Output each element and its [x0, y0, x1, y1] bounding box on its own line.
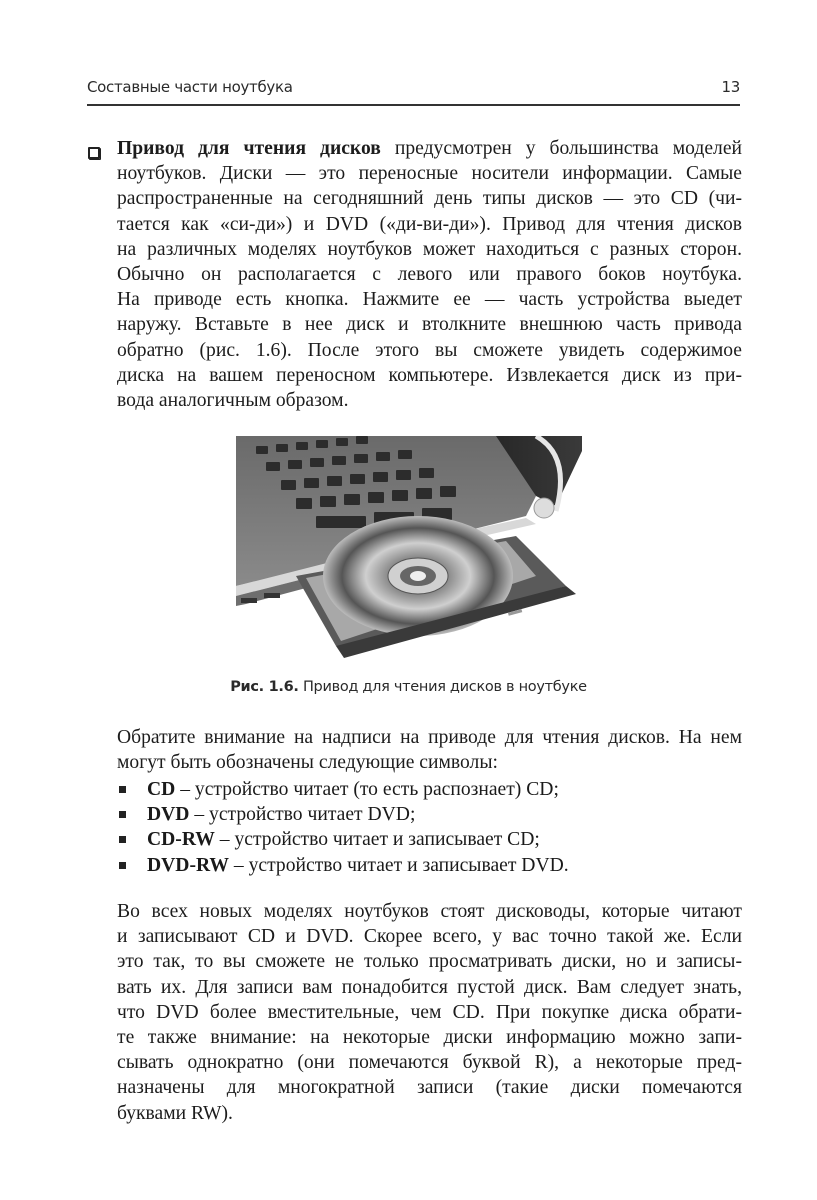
page-number: 13: [721, 78, 740, 96]
text-line: сывать однократно (они помечаются буквой R), а некоторые пред-: [117, 1052, 742, 1074]
text-line: Во всех новых моделях ноутбуков стоят дисководы, которые читают: [117, 901, 742, 922]
text-line: и записывают CD и DVD. Скорее всего, у вас точно такой же. Если: [117, 926, 742, 948]
text-line: диска на вашем переносном компьютере. Извлекается диск из при-: [117, 364, 742, 386]
text-line: ноутбуков. Диски — это переносные носители информации. Самые: [117, 163, 742, 185]
text-line: это так, то вы сможете не только просматривать диски, но и записы-: [117, 951, 742, 973]
bold-lead: Привод для чтения дисков: [117, 138, 381, 159]
list-item: DVD-RW – устройство читает и записывает DVD.: [117, 853, 742, 878]
text-line: Обратите внимание на надписи на приводе для чтения дисков. На нем: [117, 727, 742, 748]
text-line: вода аналогичным образом.: [117, 390, 349, 412]
text-line: буквами RW).: [117, 1102, 233, 1124]
caption-text: Привод для чтения дисков в ноутбуке: [298, 679, 587, 695]
text-line: те также внимание: на некоторые диски информацию можно запи-: [117, 1027, 742, 1049]
text-line: что DVD более вместительные, чем CD. При покупке диска обрати-: [117, 1001, 742, 1023]
running-header: [87, 78, 740, 102]
figure-caption: [0, 679, 817, 695]
laptop-disc-drive-illustration: [236, 436, 582, 662]
drive-symbol-list: [117, 777, 742, 878]
text-line: на различных моделях ноутбуков может находиться с разных сторон.: [117, 238, 742, 260]
text-line: На приводе есть кнопка. Нажмите ее — часть устройства выедет: [117, 289, 742, 311]
paragraph-new-drives: [117, 899, 742, 1126]
header-rule: [87, 104, 740, 106]
list-item: CD-RW – устройство читает и записывает CD;: [117, 827, 742, 852]
caption-label: Рис. 1.6.: [230, 679, 299, 695]
text-line: тается как «си-ди») и DVD («ди-ви-ди»). Привод для чтения дисков: [117, 213, 742, 235]
bullet-square-icon: [119, 786, 126, 793]
running-title: Составные части ноутбука: [87, 78, 293, 96]
figure-laptop-disc-drive: [236, 436, 582, 662]
paragraph-disc-drive: [117, 136, 742, 413]
text-line: Привод для чтения дисков предусмотрен у большинства моделей: [117, 138, 742, 159]
text-line: обратно (рис. 1.6). После этого вы сможете увидеть содержимое: [117, 339, 742, 361]
bullet-square-icon: [119, 811, 126, 818]
bullet-square-icon: [119, 862, 126, 869]
text-line: распространенные на сегодняшний день типы дисков — это CD (чи-: [117, 188, 742, 210]
text-line: назначены для многократной записи (такие диски помечаются: [117, 1077, 742, 1099]
list-item: CD – устройство читает (то есть распознает) CD;: [117, 777, 742, 802]
list-item: DVD – устройство читает DVD;: [117, 802, 742, 827]
text-line: вать их. Для записи вам понадобится пустой диск. Вам следует знать,: [117, 976, 742, 998]
checkbox-square-icon: [88, 147, 100, 159]
text-line: наружу. Вставьте в нее диск и втолкните внешнюю часть привода: [117, 314, 742, 336]
paragraph-drive-labels: [117, 725, 742, 775]
bullet-square-icon: [119, 836, 126, 843]
text-line: Обычно он располагается с левого или правого боков ноутбука.: [117, 264, 742, 286]
text-line: могут быть обозначены следующие символы:: [117, 752, 498, 774]
